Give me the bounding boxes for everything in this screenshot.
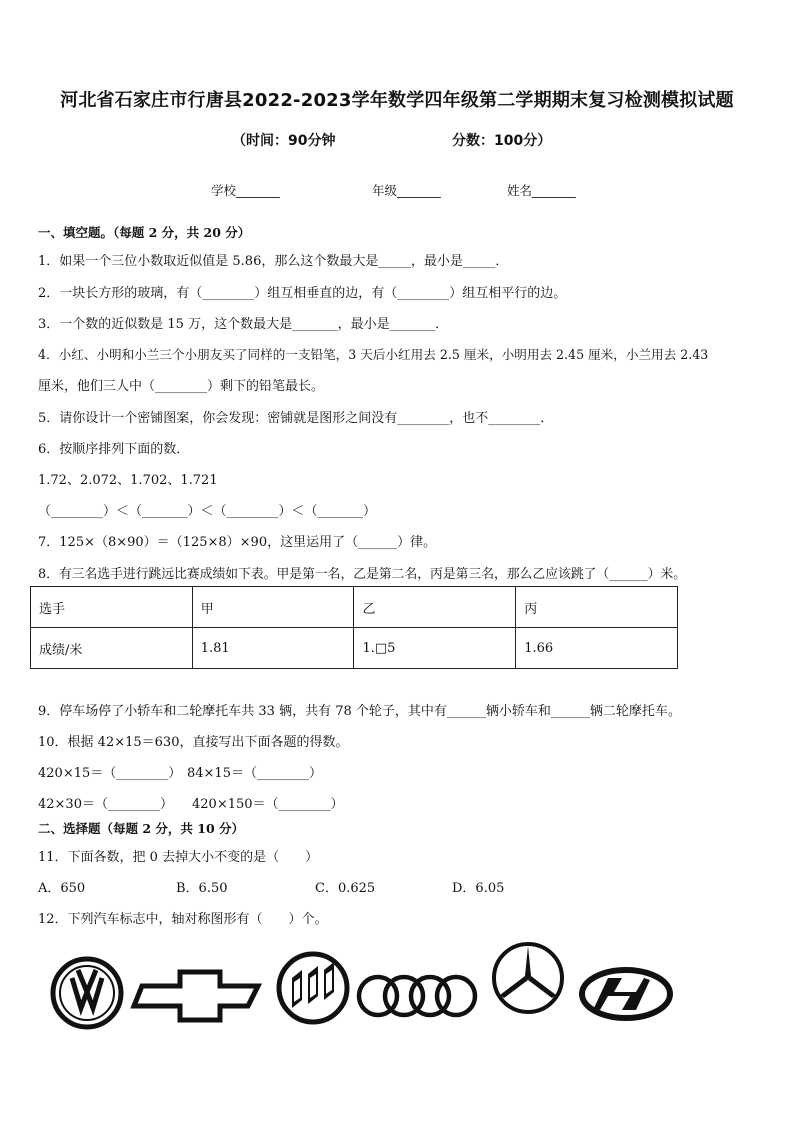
question-1: 1．如果一个三位小数取近似值是 5.86，那么这个数最大是_____，最小是_____．	[38, 254, 509, 269]
table-header-cell: 甲	[192, 587, 354, 628]
question-2: 2．一块长方形的玻璃，有（________）组互相垂直的边，有（________）组互相平行的边。	[38, 286, 567, 301]
question-6-blanks: （________）＜（_______）＜（________）＜（_______）	[38, 504, 377, 519]
section-1-heading: 一、填空题。（每题 2 分，共 20 分）	[38, 225, 251, 240]
option-d: D．6.05	[452, 881, 505, 896]
question-6-numbers: 1.72、2.072、1.702、1.721	[38, 473, 218, 488]
score-table	[30, 586, 678, 669]
table-cell: 1.66	[516, 628, 678, 669]
question-11: 11．下面各数，把 0 去掉大小不变的是（ ）	[38, 850, 319, 865]
option-c: C．0.625	[315, 881, 376, 896]
question-8: 8．有三名选手进行跳远比赛成绩如下表。甲是第一名，乙是第二名，丙是第三名，那么乙应该跳了（______）米。	[38, 567, 686, 582]
audi-logo	[356, 970, 480, 1022]
exam-score: 分数：100分）	[452, 133, 552, 149]
question-9: 9．停车场停了小轿车和二轮摩托车共 33 辆，共有 78 个轮子，其中有______辆小轿车和______辆二轮摩托车。	[38, 704, 681, 719]
page-title: 河北省石家庄市行唐县2022-2023学年数学四年级第二学期期末复习检测模拟试题	[60, 90, 734, 111]
chevrolet-logo	[130, 966, 270, 1026]
grade-field: 年级_______	[372, 183, 441, 198]
question-4-line-1: 4．小红、小明和小兰三个小朋友买了同样的一支铅笔，3 天后小红用去 2.5 厘米，小明用去 2.45 厘米，小兰用去 2.43	[38, 347, 709, 362]
option-a: A．650	[38, 881, 86, 896]
question-6: 6．按顺序排列下面的数．	[38, 442, 190, 457]
school-field: 学校_______	[211, 183, 280, 198]
car-logos	[0, 940, 794, 1040]
table-header-cell: 选手	[31, 587, 193, 628]
table-header-cell: 乙	[354, 587, 516, 628]
buick-logo	[276, 946, 350, 1030]
exam-time: （时间：90分钟	[232, 133, 336, 149]
table-cell: 1.81	[192, 628, 354, 669]
question-10a: 420×15＝（________）	[38, 766, 182, 781]
question-10d: 420×150＝（________）	[192, 797, 344, 812]
question-10: 10．根据 42×15＝630，直接写出下面各题的得数。	[38, 735, 349, 750]
question-4-line-2: 厘米，他们三人中（________）剩下的铅笔最长。	[38, 379, 325, 394]
question-10c: 42×30＝（________）	[38, 797, 173, 812]
question-10b: 84×15＝（________）	[187, 766, 322, 781]
question-7: 7．125×（8×90）＝（125×8）×90，这里运用了（______）律。	[38, 535, 437, 550]
question-3: 3．一个数的近似数是 15 万，这个数最大是_______，最小是_______．	[38, 317, 449, 332]
question-12: 12．下列汽车标志中，轴对称图形有（ ）个。	[38, 912, 328, 927]
section-2-heading: 二、选择题（每题 2 分，共 10 分）	[38, 821, 245, 836]
table-row	[31, 587, 678, 628]
option-b: B．6.50	[176, 881, 228, 896]
volkswagen-logo	[50, 956, 124, 1030]
mercedes-logo	[490, 940, 566, 1016]
hyundai-logo	[578, 966, 674, 1022]
table-row	[31, 628, 678, 669]
table-cell: 成绩/米	[31, 628, 193, 669]
table-header-cell: 丙	[516, 587, 678, 628]
question-5: 5．请你设计一个密铺图案，你会发现：密铺就是图形之间没有________，也不________．	[38, 411, 554, 426]
table-cell: 1.□5	[354, 628, 516, 669]
name-field: 姓名_______	[507, 183, 576, 198]
